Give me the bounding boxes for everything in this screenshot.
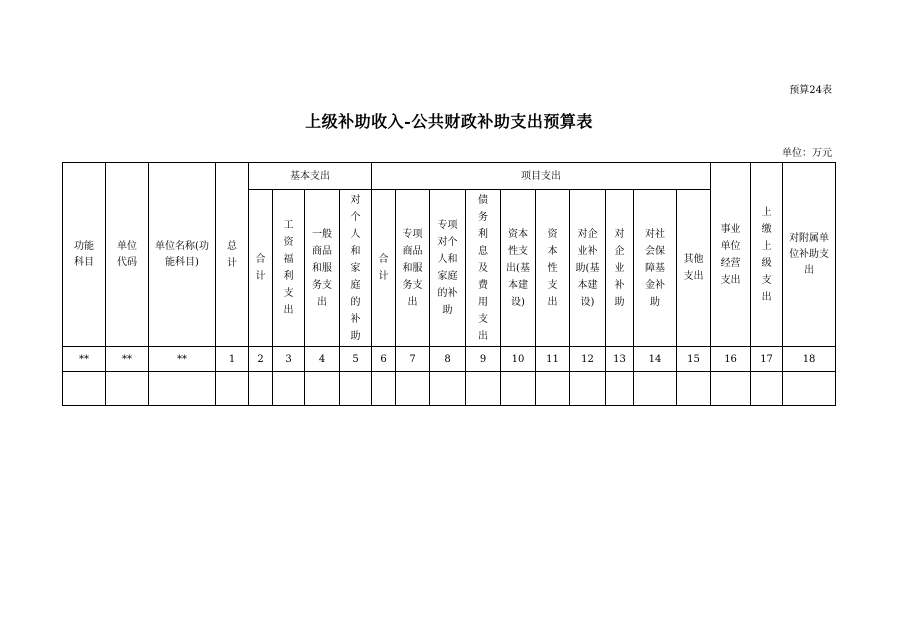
table-cell <box>606 372 634 406</box>
code-cell: 10 <box>501 347 536 372</box>
header-project-item: 专项 对个 人和 家庭 的补 助 <box>430 190 466 347</box>
code-cell: 14 <box>634 347 677 372</box>
header-func-subject: 功能 科目 <box>63 163 106 347</box>
table-cell <box>501 372 536 406</box>
table-cell <box>396 372 430 406</box>
table-cell <box>249 372 273 406</box>
table-cell <box>751 372 783 406</box>
header-project-item: 其他 支出 <box>677 190 711 347</box>
table-cell <box>783 372 836 406</box>
code-cell: 11 <box>536 347 570 372</box>
code-cell: 8 <box>430 347 466 372</box>
header-project-item: 对社 会保 障基 金补 助 <box>634 190 677 347</box>
header-project-item: 对 企 业 补 助 <box>606 190 634 347</box>
data-row-empty <box>63 372 836 406</box>
budget-table <box>62 162 836 406</box>
code-row <box>63 347 836 372</box>
header-project-item: 资本 性支 出(基 本建 设) <box>501 190 536 347</box>
header-project-item: 债 务 利 息 及 费 用 支 出 <box>466 190 501 347</box>
unit-label: 单位：万元 <box>782 148 832 159</box>
code-cell: 13 <box>606 347 634 372</box>
table-cell <box>711 372 751 406</box>
code-cell: 4 <box>305 347 340 372</box>
header-basic-item: 合 计 <box>249 190 273 347</box>
table-cell <box>216 372 249 406</box>
code-cell: 18 <box>783 347 836 372</box>
header-unit-name: 单位名称(功 能科目) <box>149 163 216 347</box>
code-cell: 2 <box>249 347 273 372</box>
code-cell: ** <box>149 347 216 372</box>
header-project-item: 专项 商品 和服 务支 出 <box>396 190 430 347</box>
table-cell <box>63 372 106 406</box>
header-project-group: 项目支出 <box>372 163 711 190</box>
code-cell: ** <box>63 347 106 372</box>
header-project-item: 对企 业补 助(基 本建 设) <box>570 190 606 347</box>
header-project-item: 资 本 性 支 出 <box>536 190 570 347</box>
header-total: 总 计 <box>216 163 249 347</box>
header-business-op: 事业 单位 经营 支出 <box>711 163 751 347</box>
table-cell <box>372 372 396 406</box>
table-cell <box>305 372 340 406</box>
code-cell: 16 <box>711 347 751 372</box>
code-cell: 5 <box>340 347 372 372</box>
code-cell: 6 <box>372 347 396 372</box>
page-title: 上级补助收入-公共财政补助支出预算表 <box>305 112 593 131</box>
table-cell <box>340 372 372 406</box>
header-basic-item: 一般 商品 和服 务支 出 <box>305 190 340 347</box>
header-row-groups <box>63 163 836 190</box>
table-cell <box>677 372 711 406</box>
form-number: 预算24表 <box>789 85 832 96</box>
header-basic-item: 对 个 人 和 家 庭 的 补 助 <box>340 190 372 347</box>
header-unit-code: 单位 代码 <box>106 163 149 347</box>
code-cell: 15 <box>677 347 711 372</box>
header-upper-remit: 上 缴 上 级 支 出 <box>751 163 783 347</box>
code-cell: 3 <box>273 347 305 372</box>
header-subsidiary: 对附属单 位补助支 出 <box>783 163 836 347</box>
header-basic-item: 工 资 福 利 支 出 <box>273 190 305 347</box>
table-cell <box>106 372 149 406</box>
table-cell <box>466 372 501 406</box>
code-cell: 7 <box>396 347 430 372</box>
code-cell: 9 <box>466 347 501 372</box>
table-cell <box>273 372 305 406</box>
code-cell: 1 <box>216 347 249 372</box>
table-cell <box>570 372 606 406</box>
code-cell: ** <box>106 347 149 372</box>
table-cell <box>149 372 216 406</box>
code-cell: 12 <box>570 347 606 372</box>
code-cell: 17 <box>751 347 783 372</box>
table-cell <box>634 372 677 406</box>
header-basic-group: 基本支出 <box>249 163 372 190</box>
table-cell <box>430 372 466 406</box>
header-project-item: 合 计 <box>372 190 396 347</box>
table-cell <box>536 372 570 406</box>
